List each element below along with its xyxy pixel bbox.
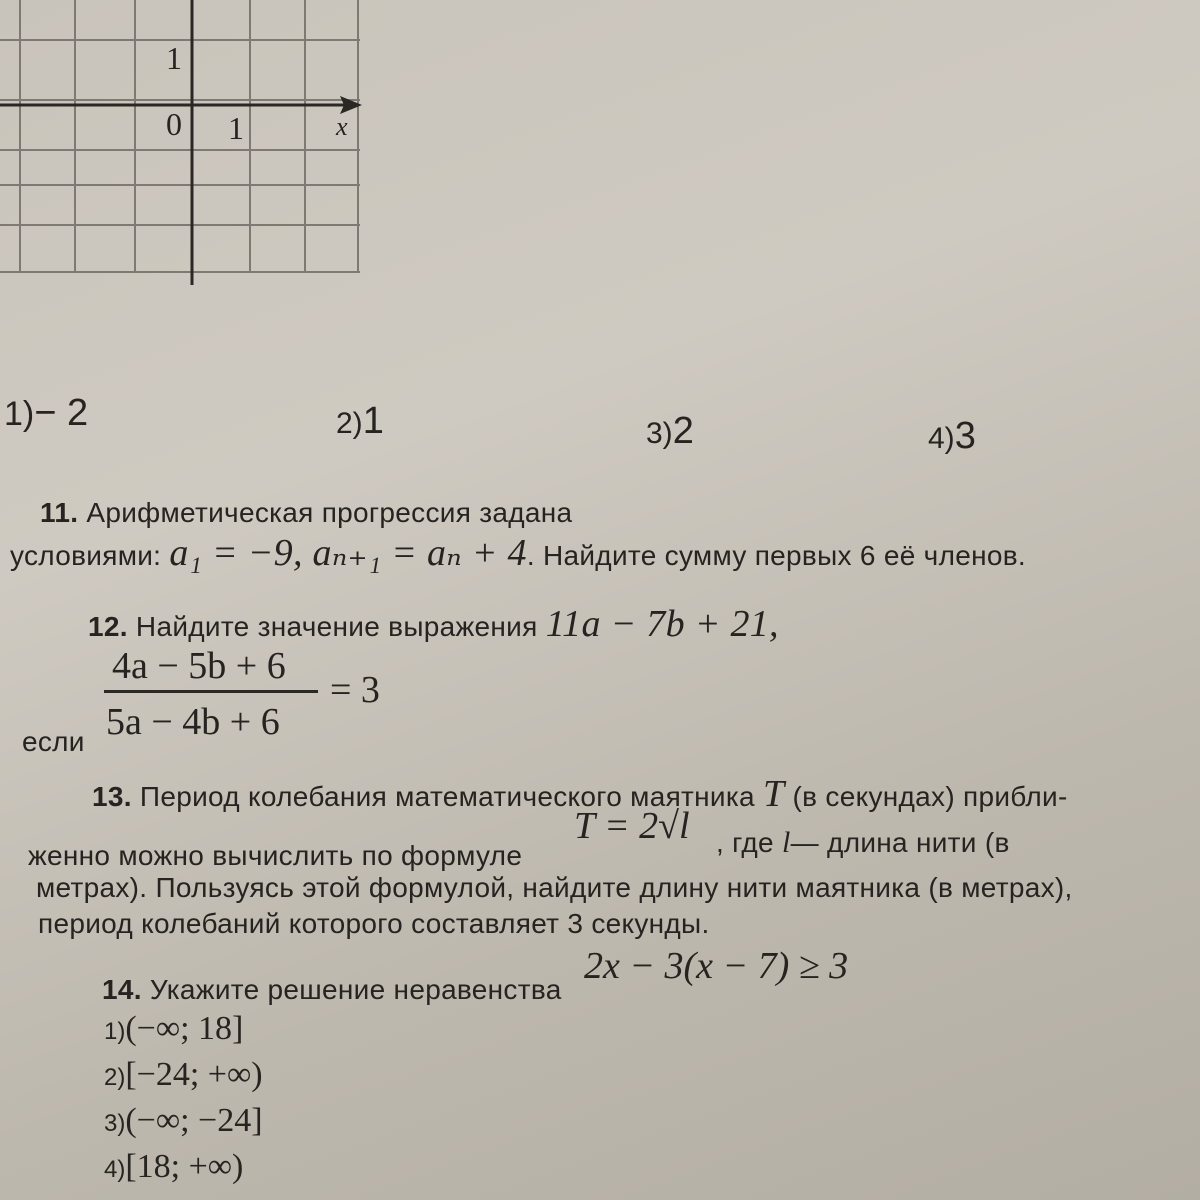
- option-value: [−24; +∞): [125, 1056, 263, 1093]
- option-label: 4): [104, 1156, 126, 1183]
- graph-x-tick: 1: [228, 110, 244, 146]
- q14-inequality: 2x − 3(x − 7) ≥ 3: [584, 945, 849, 987]
- q10-option-2[interactable]: [336, 400, 384, 443]
- option-label: 2): [104, 1064, 126, 1091]
- graph-x-label: x: [336, 112, 348, 141]
- graph-origin: 0: [166, 106, 182, 142]
- option-value: [18; +∞): [125, 1148, 244, 1185]
- q10-option-3[interactable]: [646, 410, 694, 453]
- q13-line4: период колебаний которого составляет 3 секунды.: [38, 908, 710, 939]
- q12-line1: [88, 602, 779, 646]
- option-value: (−∞; 18]: [125, 1010, 244, 1047]
- option-label: 3): [646, 417, 673, 450]
- q12-numerator: 4a − 5b + 6: [112, 645, 286, 687]
- option-label: 3): [104, 1110, 126, 1137]
- option-label: 4): [928, 422, 955, 455]
- q13-symbol-t: T: [763, 773, 785, 815]
- q13-where: , где: [716, 827, 774, 858]
- q10-option-4[interactable]: [928, 415, 976, 458]
- option-value: 3: [954, 415, 976, 457]
- option-label: 1): [104, 1018, 126, 1045]
- option-label: 2): [336, 407, 363, 440]
- option-label: 1): [4, 395, 35, 433]
- q11-line2: [10, 530, 1026, 575]
- q12-number: 12.: [88, 611, 128, 642]
- q12-denominator: 5a − 4b + 6: [106, 701, 280, 743]
- q13-length-text: — длина нити (в: [790, 827, 1010, 858]
- option-value: 1: [362, 400, 384, 442]
- fraction-bar: [104, 690, 318, 693]
- q11-number: 11.: [40, 497, 79, 528]
- q11-suffix: . Найдите сумму первых 6 её членов.: [526, 540, 1026, 571]
- option-value: − 2: [34, 392, 89, 434]
- q11-line1: [40, 497, 572, 529]
- q12-text: Найдите значение выражения: [135, 611, 538, 642]
- q11-formula: a₁ = −9, aₙ₊₁ = aₙ + 4: [169, 532, 527, 574]
- q14-option-4[interactable]: [104, 1148, 243, 1186]
- graph-y-tick: 1: [166, 40, 182, 76]
- option-value: (−∞; −24]: [125, 1102, 263, 1139]
- q11-prefix: условиями:: [10, 540, 162, 571]
- q14-option-2[interactable]: [104, 1056, 263, 1094]
- coordinate-grid: [0, 0, 380, 290]
- q13-line2a: женно можно вычислить по формуле: [28, 840, 523, 871]
- q12-expression: 11a − 7b + 21,: [545, 603, 779, 645]
- q12-if-word: если: [22, 726, 85, 757]
- q14-text: Укажите решение неравенства: [149, 974, 562, 1005]
- q12-equals: = 3: [330, 669, 380, 711]
- q14-number: 14.: [102, 974, 142, 1005]
- q13-symbol-l: l: [782, 826, 791, 859]
- q14-line1: [102, 974, 562, 1006]
- q13-formula: T = 2√l: [574, 805, 690, 847]
- q13-line2b: [716, 826, 1010, 860]
- q14-option-1[interactable]: [104, 1010, 243, 1048]
- option-value: 2: [672, 410, 694, 452]
- q13-number: 13.: [92, 781, 132, 812]
- q11-text: Арифметическая прогрессия задана: [86, 497, 573, 528]
- q13-line3: метрах). Пользуясь этой формулой, найдите длину нити маятника (в метрах),: [36, 872, 1073, 903]
- q13-text-a: Период колебания математического маятника: [139, 781, 755, 812]
- q14-option-3[interactable]: [104, 1102, 263, 1140]
- q13-text-b: (в секундах) прибли-: [792, 781, 1068, 812]
- q10-option-1[interactable]: [4, 392, 88, 435]
